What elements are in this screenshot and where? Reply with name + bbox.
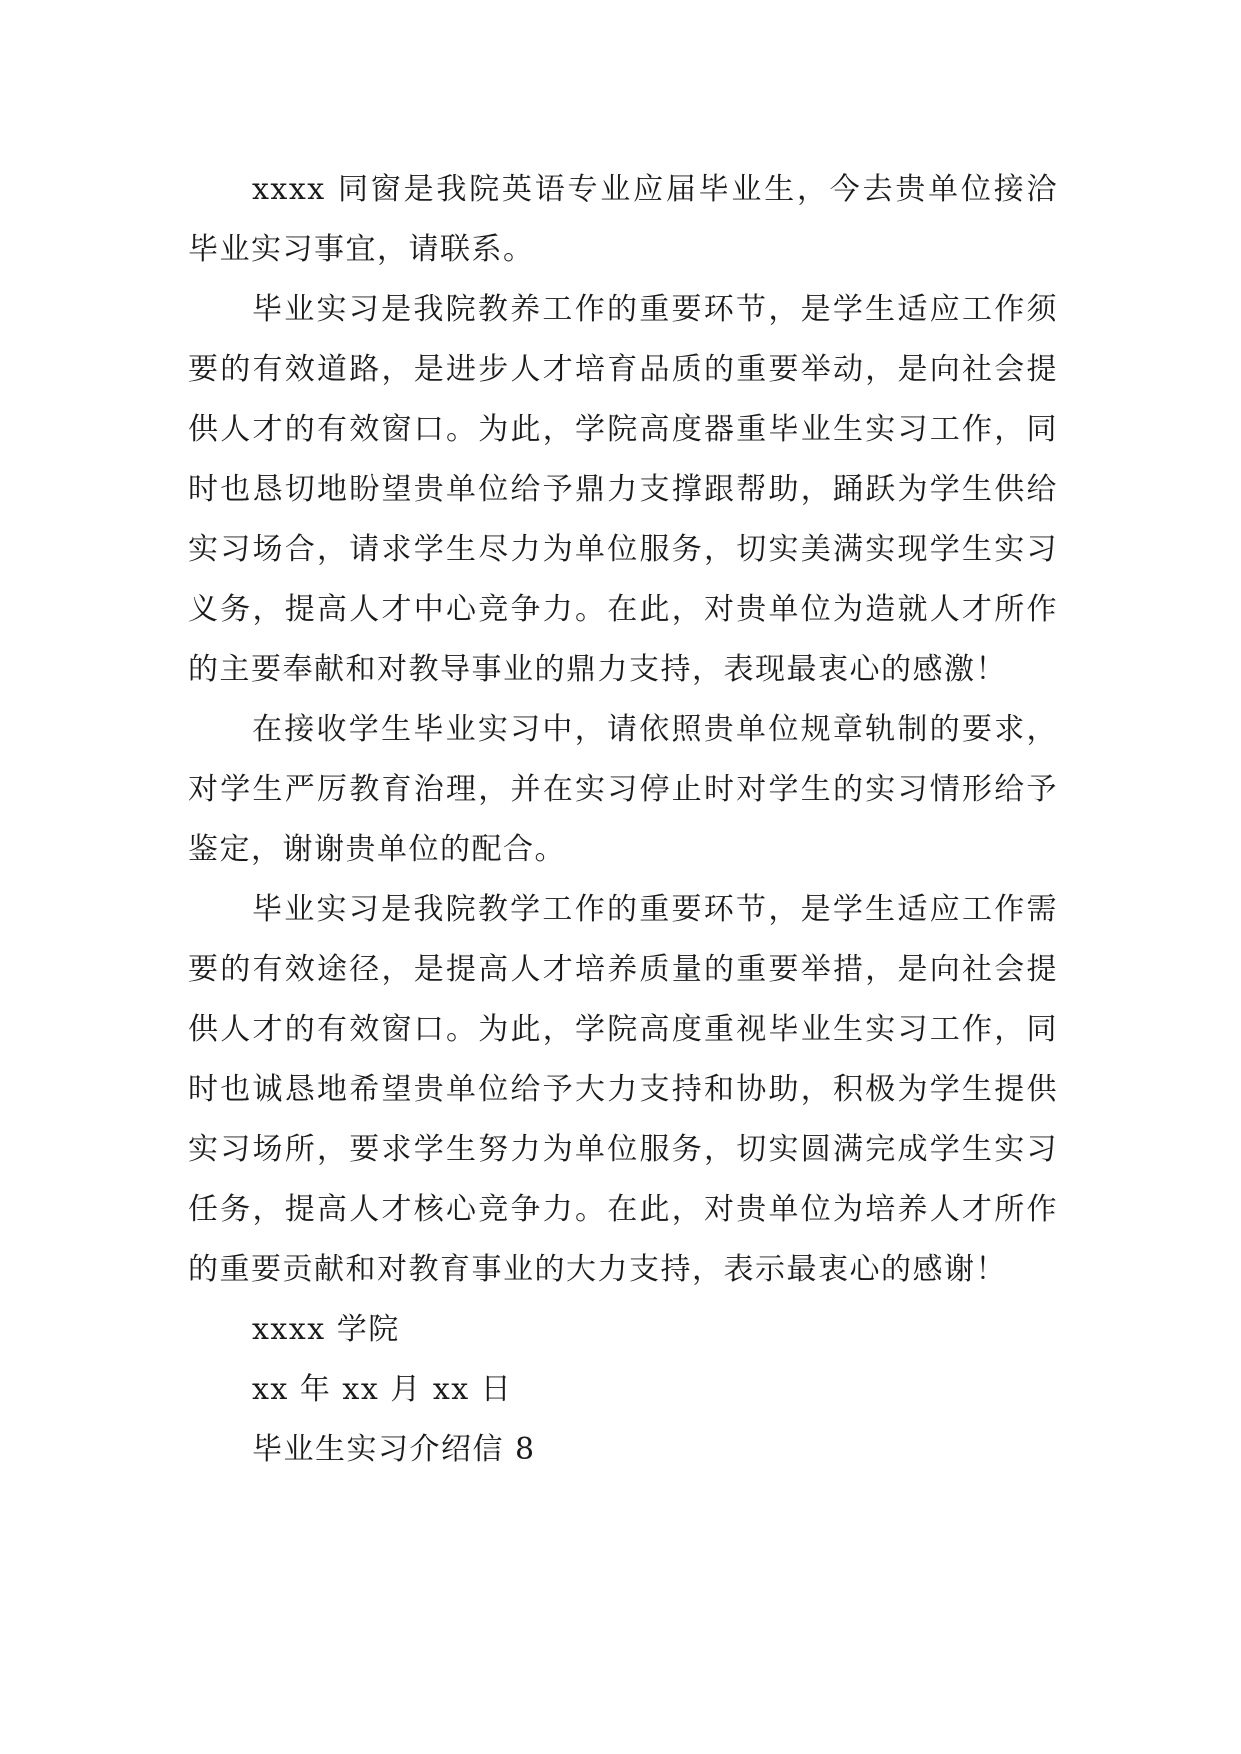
paragraph-importance-repeat: 毕业实习是我院教学工作的重要环节，是学生适应工作需要的有效途径，是提高人才培养质量的重要举措，是向社会提供人才的有效窗口。为此，学院高度重视毕业生实习工作，同时也诚恳地希望贵单位给予大力支持和协助，积极为学生提供实习场所，要求学生努力为单位服务，切实圆满完成学生实习任务，提高人才核心竞争力。在此，对贵单位为培养人才所作的重要贡献和对教育事业的大力支持，表示最衷心的感谢！	[188, 892, 1058, 1287]
paragraph-request: 在接收学生毕业实习中，请依照贵单位规章轨制的要求，对学生严厉教育治理，并在实习停止时对学生的实习情形给予鉴定，谢谢贵单位的配合。	[188, 712, 1058, 867]
signature-institution: xxxx 学院	[252, 1312, 400, 1347]
next-section-heading: 毕业生实习介绍信 8	[252, 1432, 536, 1467]
paragraph-importance: 毕业实习是我院教养工作的重要环节，是学生适应工作须要的有效道路，是进步人才培育品质的重要举动，是向社会提供人才的有效窗口。为此，学院高度器重毕业生实习工作，同时也恳切地盼望贵单位给予鼎力支撑跟帮助，踊跃为学生供给实习场合，请求学生尽力为单位服务，切实美满实现学生实习义务，提高人才中心竞争力。在此，对贵单位为造就人才所作的主要奉献和对教导事业的鼎力支持，表现最衷心的感激！	[188, 292, 1058, 687]
signature-date: xx 年 xx 月 xx 日	[252, 1372, 513, 1407]
paragraph-intro: xxxx 同窗是我院英语专业应届毕业生，今去贵单位接洽毕业实习事宜，请联系。	[188, 172, 1058, 267]
letter-body	[188, 160, 1058, 1480]
